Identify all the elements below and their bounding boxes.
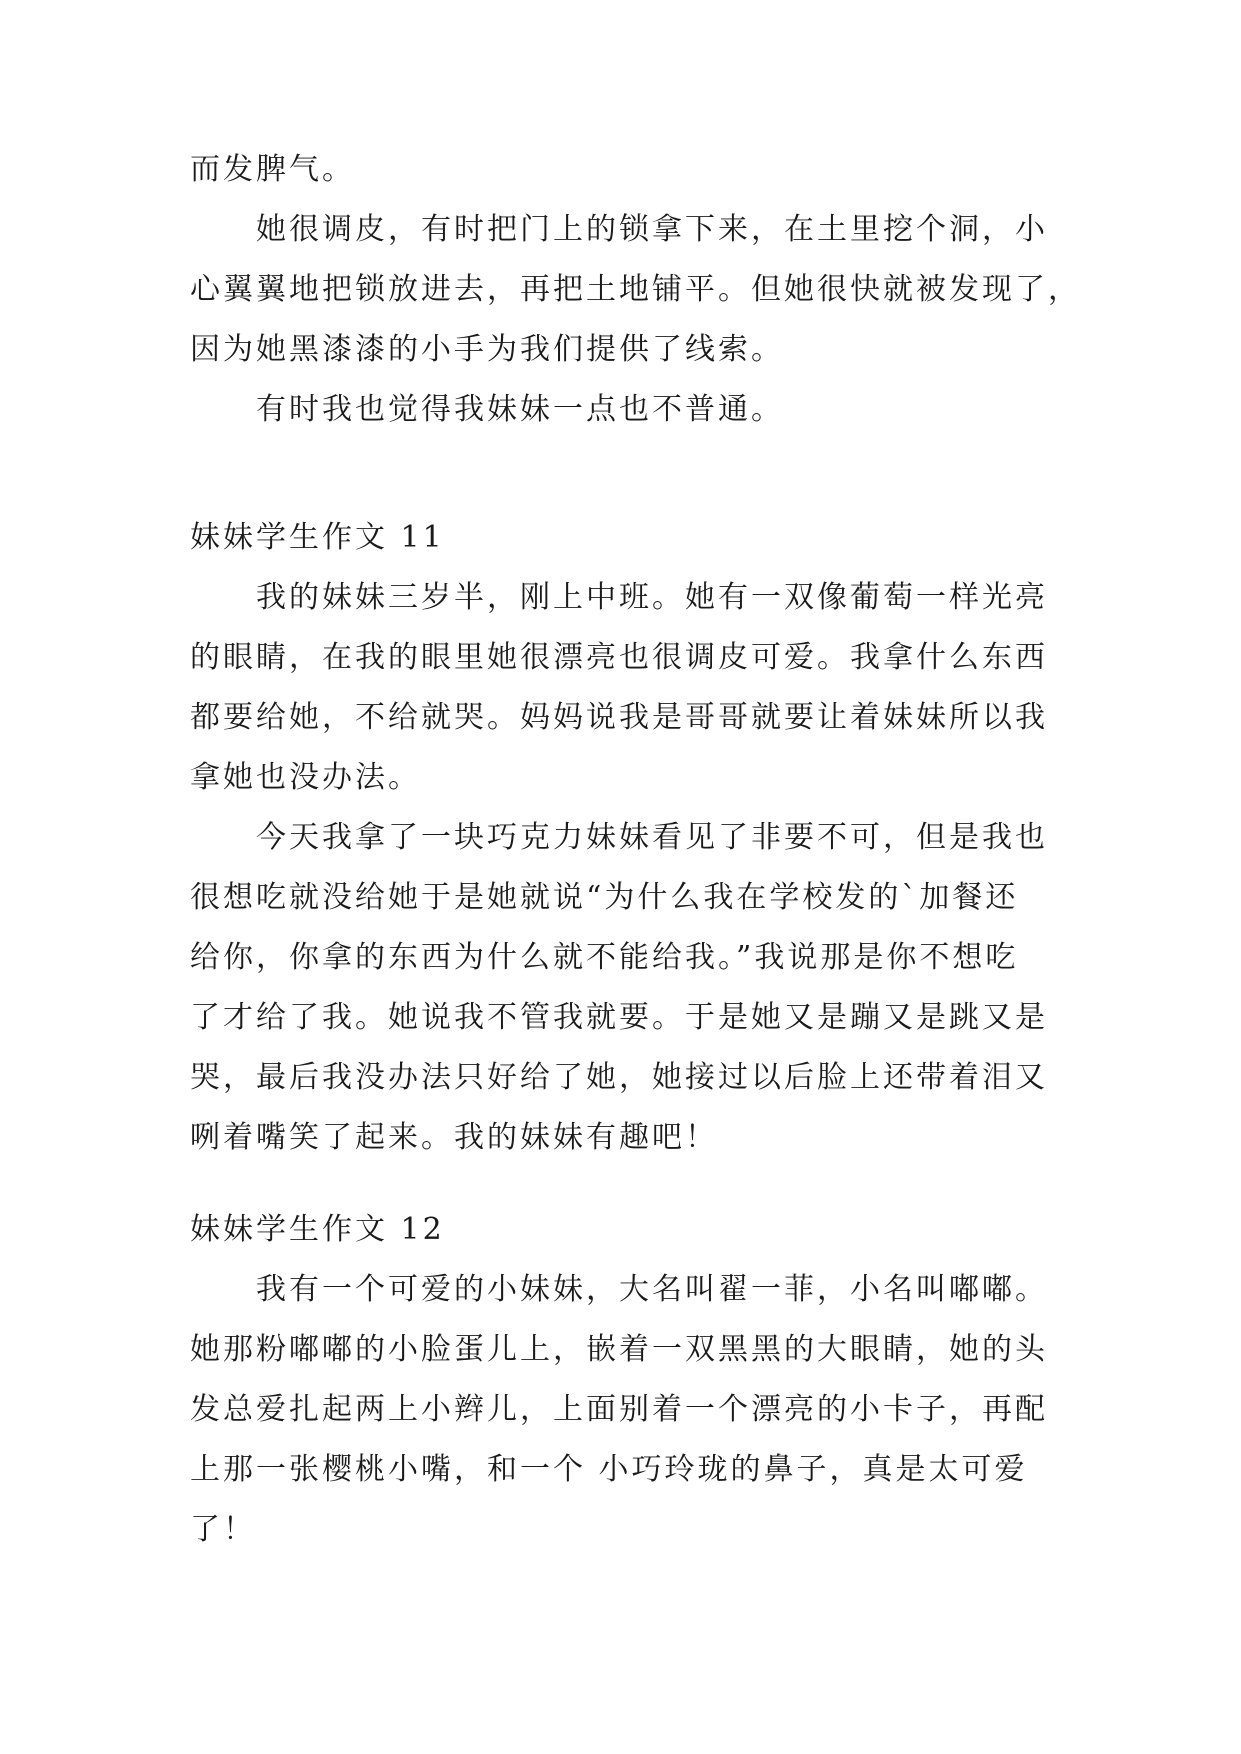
paragraph-line: 发总爱扎起两上小辫儿，上面别着一个漂亮的小卡子，再配 [190,1392,1048,1427]
paragraph-line: 我的妹妹三岁半，刚上中班。她有一双像葡萄一样光亮 [256,580,1048,615]
paragraph-line: 我有一个可爱的小妹妹，大名叫翟一菲，小名叫嘟嘟。 [256,1272,1048,1307]
paragraph-line: 的眼睛，在我的眼里她很漂亮也很调皮可爱。我拿什么东西 [190,640,1048,675]
essay-12-body [190,1260,1080,1560]
essay-continuation [190,140,1080,440]
paragraph-line: 都要给她，不给就哭。妈妈说我是哥哥就要让着妹妹所以我 [190,700,1048,735]
essay-12-title: 妹妹学生作文 12 [190,1212,445,1247]
paragraph-line: 心翼翼地把锁放进去，再把土地铺平。但她很快就被发现了， [190,272,1081,307]
paragraph-line: 今天我拿了一块巧克力妹妹看见了非要不可，但是我也 [256,820,1048,855]
paragraph-line: 给你，你拿的东西为什么就不能给我。”我说那是你不想吃 [190,940,1019,975]
paragraph-line: 她很调皮，有时把门上的锁拿下来，在土里挖个洞，小 [256,212,1048,247]
paragraph-line: 很想吃就没给她于是她就说“为什么我在学校发的`加餐还 [190,880,1019,915]
paragraph-line: 拿她也没办法。 [190,760,421,795]
paragraph-line: 哭，最后我没办法只好给了她，她接过以后脸上还带着泪又 [190,1060,1048,1095]
paragraph-line: 上那一张樱桃小嘴，和一个 小巧玲珑的鼻子，真是太可爱 [190,1452,1028,1487]
paragraph-line: 有时我也觉得我妹妹一点也不普通。 [256,392,784,427]
paragraph-line: 咧着嘴笑了起来。我的妹妹有趣吧！ [190,1120,718,1155]
paragraph-line: 了！ [190,1512,256,1547]
paragraph-line: 因为她黑漆漆的小手为我们提供了线索。 [190,332,784,367]
paragraph-line: 了才给了我。她说我不管我就要。于是她又是蹦又是跳又是 [190,1000,1048,1035]
paragraph-line: 而发脾气。 [190,152,355,187]
paragraph-line: 她那粉嘟嘟的小脸蛋儿上，嵌着一双黑黑的大眼睛，她的头 [190,1332,1048,1367]
essay-11-title: 妹妹学生作文 11 [190,520,445,555]
essay-11-body [190,568,1080,1168]
